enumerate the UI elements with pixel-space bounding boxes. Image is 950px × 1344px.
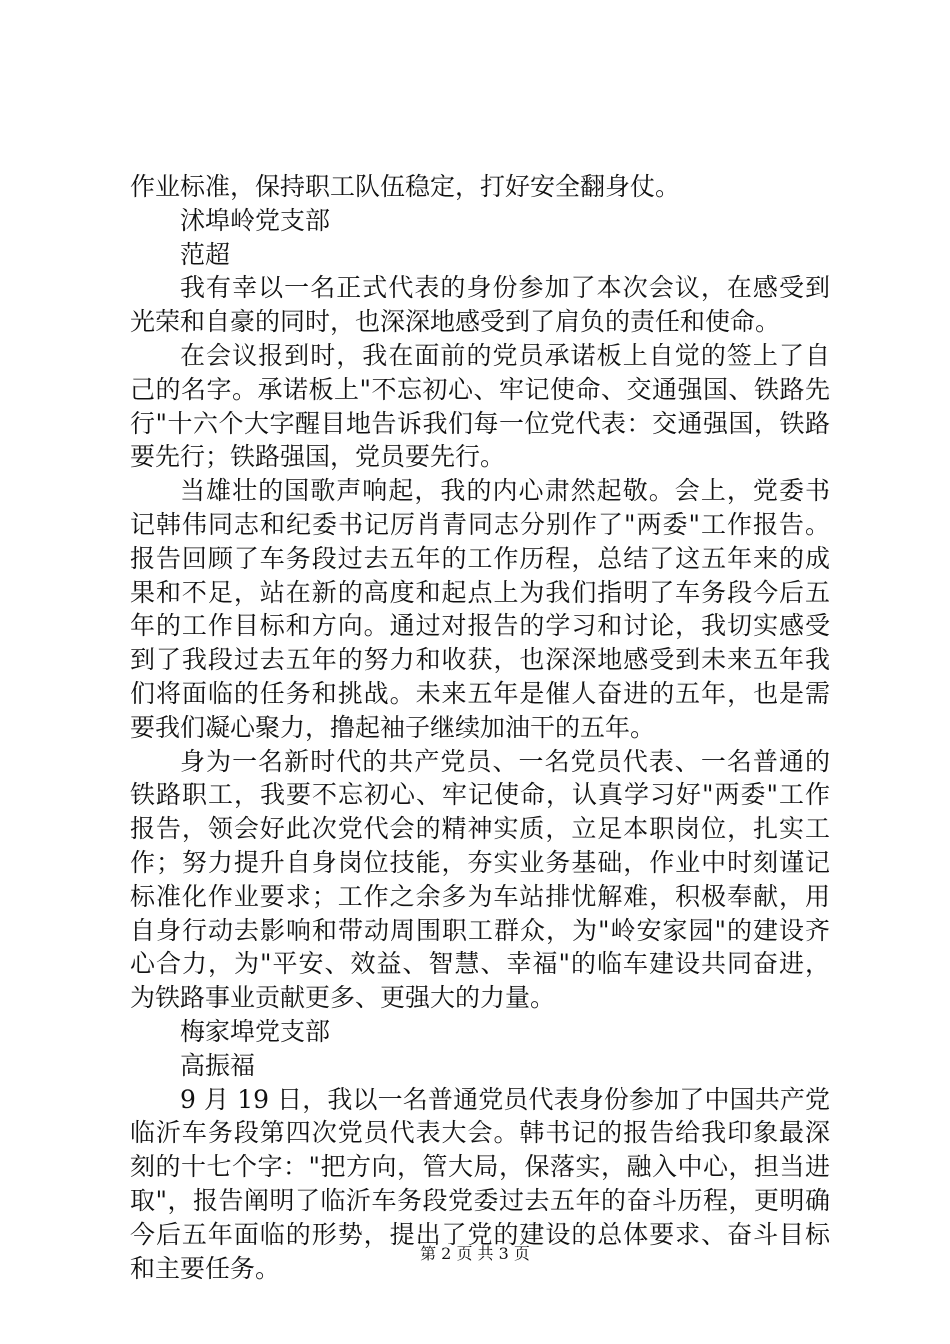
text-line: 们将面临的任务和挑战。未来五年是催人奋进的五年，也是需: [130, 678, 830, 708]
text-line: 自身行动去影响和带动周围职工群众，为"岭安家园"的建设齐: [130, 915, 830, 945]
page-number-label: 第 2 页 共 3 页: [420, 1244, 530, 1263]
text-line: 作业标准，保持职工队伍稳定，打好安全翻身仗。: [130, 172, 681, 201]
text-line: 当雄壮的国歌声响起，我的内心肃然起敬。会上，党委书: [180, 476, 830, 506]
text-line: 今后五年面临的形势，提出了党的建设的总体要求、奋斗目标: [130, 1219, 830, 1249]
text-line: 到了我段过去五年的努力和收获，也深深地感受到未来五年我: [130, 645, 830, 675]
text-line: 作；努力提升自身岗位技能，夯实业务基础，作业中时刻谨记: [130, 847, 830, 877]
text-line: 取"，报告阐明了临沂车务段党委过去五年的奋斗历程，更明确: [130, 1185, 830, 1215]
text-line: 刻的十七个字："把方向，管大局，保落实，融入中心，担当进: [130, 1152, 830, 1182]
text-line: 要我们凝心聚力，撸起袖子继续加油干的五年。: [130, 712, 656, 742]
text-line: 果和不足，站在新的高度和起点上为我们指明了车务段今后五: [130, 577, 830, 607]
text-line: 沭埠岭党支部: [180, 205, 331, 235]
text-line: 要先行；铁路强国，党员要先行。: [130, 442, 506, 472]
text-line: 行"十六个大字醒目地告诉我们每一位党代表：交通强国，铁路: [130, 408, 830, 438]
text-line: 记韩伟同志和纪委书记厉肖青同志分别作了"两委"工作报告。: [130, 509, 830, 539]
document-body: [130, 170, 830, 1285]
page-footer: [0, 1244, 950, 1264]
text-line: 我有幸以一名正式代表的身份参加了本次会议，在感受到: [180, 273, 830, 303]
text-line: 范超: [180, 239, 231, 269]
text-line: 和主要任务。: [130, 1253, 281, 1283]
text-line: 高振福: [180, 1050, 256, 1080]
text-line: 报告回顾了车务段过去五年的工作历程，总结了这五年来的成: [130, 543, 830, 573]
text-line: 梅家埠党支部: [180, 1016, 331, 1046]
text-line: 年的工作目标和方向。通过对报告的学习和讨论，我切实感受: [130, 611, 830, 641]
text-line: 为铁路事业贡献更多、更强大的力量。: [130, 983, 556, 1013]
text-line: 临沂车务段第四次党员代表大会。韩书记的报告给我印象最深: [130, 1118, 830, 1148]
text-line: 光荣和自豪的同时，也深深地感受到了肩负的责任和使命。: [130, 307, 781, 337]
text-line: 心合力，为"平安、效益、智慧、幸福"的临车建设共同奋进，: [130, 949, 830, 979]
text-line: 标准化作业要求；工作之余多为车站排忧解难，积极奉献，用: [130, 881, 830, 911]
text-line: 9 月 19 日，我以一名普通党员代表身份参加了中国共产党: [180, 1084, 830, 1114]
text-line: 铁路职工，我要不忘初心、牢记使命，认真学习好"两委"工作: [130, 780, 830, 810]
text-line: 报告，领会好此次党代会的精神实质，立足本职岗位，扎实工: [130, 814, 830, 844]
text-line: 身为一名新时代的共产党员、一名党员代表、一名普通的: [180, 746, 830, 776]
text-line: 己的名字。承诺板上"不忘初心、牢记使命、交通强国、铁路先: [130, 374, 830, 404]
text-line: 在会议报到时，我在面前的党员承诺板上自觉的签上了自: [180, 340, 830, 370]
